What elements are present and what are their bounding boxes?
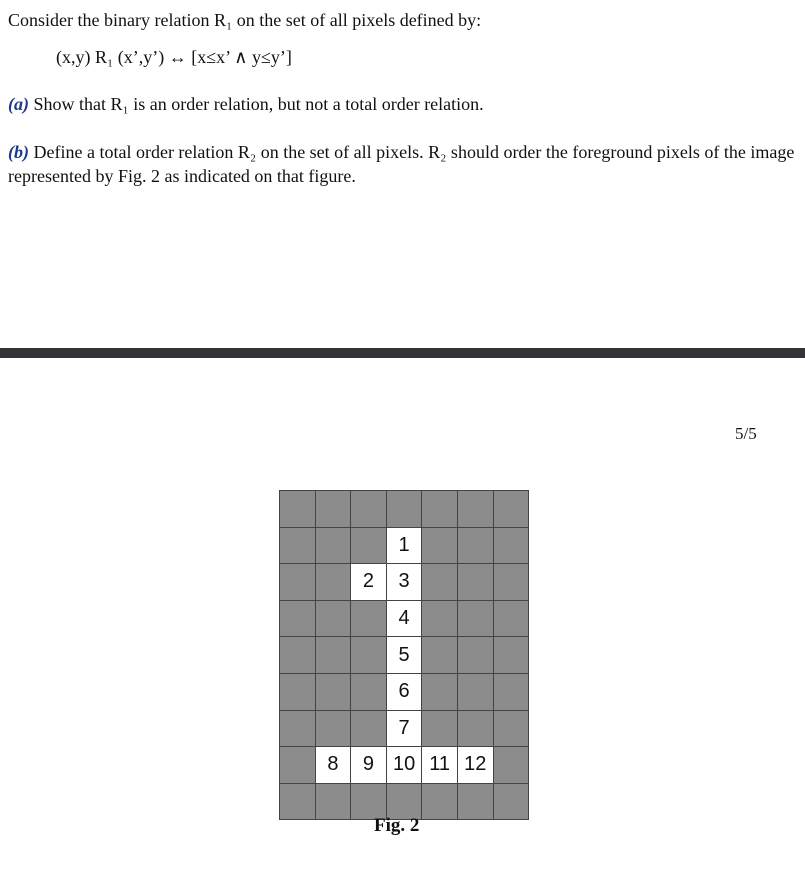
foreground-pixel: 9 [351,747,386,783]
foreground-pixel: 7 [387,711,422,747]
background-pixel [458,784,493,820]
background-pixel [494,601,529,637]
background-pixel [422,674,457,710]
background-pixel [422,528,457,564]
background-pixel [387,784,422,820]
background-pixel [351,637,386,673]
background-pixel [280,711,315,747]
background-pixel [494,637,529,673]
background-pixel [316,528,351,564]
background-pixel [316,601,351,637]
background-pixel [316,674,351,710]
part-b-label: (b) [8,142,29,162]
background-pixel [280,491,315,527]
part-a-text: Show that R₁ is an order relation, but not a total order relation. [33,94,484,114]
foreground-pixel: 3 [387,564,422,600]
relation-formula: (x,y) R₁ (x’,y’) ↔ [x≤x’ ∧ y≤y’] [56,47,292,67]
background-pixel [351,601,386,637]
part-b [8,140,798,188]
background-pixel [351,711,386,747]
background-pixel [458,674,493,710]
background-pixel [458,564,493,600]
background-pixel [494,711,529,747]
foreground-pixel: 11 [422,747,457,783]
background-pixel [494,784,529,820]
foreground-pixel: 5 [387,637,422,673]
background-pixel [494,491,529,527]
pixel-grid-figure [279,490,529,820]
background-pixel [280,601,315,637]
intro-text: Consider the binary relation R₁ on the set of all pixels defined by: [8,10,482,30]
part-b-text: Define a total order relation R₂ on the set of all pixels. R₂ should order the foreground pixels of the image represented by Fig. 2 as indicated on that figure. [8,142,795,186]
part-a-label: (a) [8,94,29,114]
background-pixel [351,528,386,564]
background-pixel [422,784,457,820]
foreground-pixel: 1 [387,528,422,564]
background-pixel [494,674,529,710]
background-pixel [280,674,315,710]
background-pixel [280,528,315,564]
background-pixel [351,674,386,710]
background-pixel [280,564,315,600]
background-pixel [316,564,351,600]
background-pixel [494,747,529,783]
background-pixel [351,784,386,820]
background-pixel [422,601,457,637]
background-pixel [316,784,351,820]
foreground-pixel: 10 [387,747,422,783]
page-number: 5/5 [735,424,757,443]
background-pixel [280,784,315,820]
foreground-pixel: 6 [387,674,422,710]
foreground-pixel: 12 [458,747,493,783]
background-pixel [422,564,457,600]
background-pixel [280,637,315,673]
background-pixel [387,491,422,527]
background-pixel [458,711,493,747]
background-pixel [458,601,493,637]
background-pixel [316,491,351,527]
background-pixel [458,637,493,673]
background-pixel [458,491,493,527]
background-pixel [316,637,351,673]
figure-caption: Fig. 2 [374,815,420,836]
background-pixel [422,711,457,747]
part-a [8,93,484,115]
page-divider [0,348,805,358]
background-pixel [458,528,493,564]
background-pixel [494,528,529,564]
foreground-pixel: 4 [387,601,422,637]
background-pixel [280,747,315,783]
background-pixel [422,491,457,527]
background-pixel [351,491,386,527]
background-pixel [494,564,529,600]
foreground-pixel: 2 [351,564,386,600]
background-pixel [316,711,351,747]
foreground-pixel: 8 [316,747,351,783]
background-pixel [422,637,457,673]
